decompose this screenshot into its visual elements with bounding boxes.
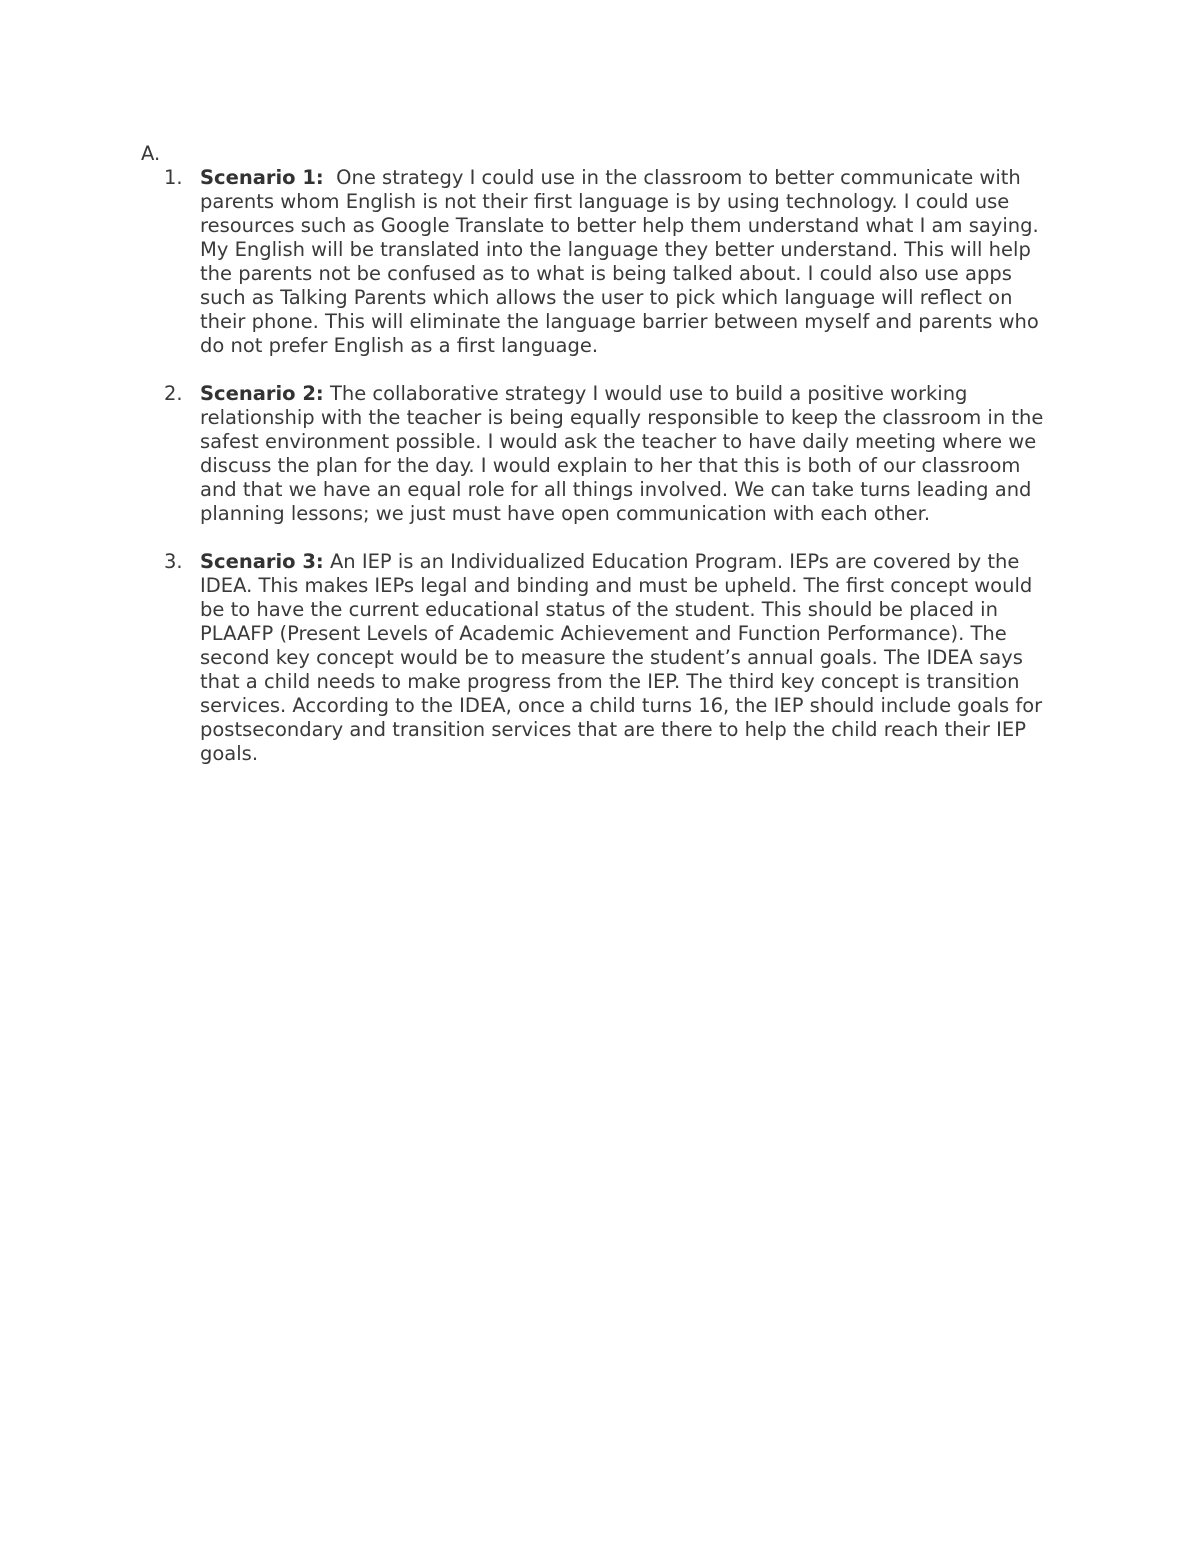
- scenario-title: Scenario 3:: [200, 550, 324, 573]
- scenario-item-2: [141, 382, 1060, 526]
- scenario-title: Scenario 1:: [200, 166, 324, 189]
- scenario-text: One strategy I could use in the classroom to better communicate with parents whom English is not their first language is by using technology. I could use resources such as Google Translate to better help them understand what I am saying. My English will be translated into the language they better understand. This will help the parents not be confused as to what is being talked about. I could also use apps such as Talking Parents which allows the user to pick which language will reflect on their phone. This will eliminate the language barrier between myself and parents who do not prefer English as a first language.: [200, 166, 1039, 357]
- scenario-item-3: [141, 550, 1060, 766]
- list-number: 2.: [164, 382, 183, 405]
- scenario-text: The collaborative strategy I would use to build a positive working relationship with the teacher is being equally responsible to keep the classroom in the safest environment possible. I would ask the teacher to have daily meeting where we discuss the plan for the day. I would explain to her that this is both of our classroom and that we have an equal role for all things involved. We can take turns leading and planning lessons; we just must have open communication with each other.: [200, 382, 1044, 525]
- scenario-item-1: [141, 166, 1060, 358]
- scenario-title: Scenario 2:: [200, 382, 324, 405]
- list-number: 3.: [164, 550, 183, 573]
- list-number: 1.: [164, 166, 183, 189]
- scenario-list: [141, 166, 1061, 766]
- scenario-text: An IEP is an Individualized Education Program. IEPs are covered by the IDEA. This makes IEPs legal and binding and must be upheld. The first concept would be to have the current educational status of the student. This should be placed in PLAAFP (Present Levels of Academic Achievement and Function Performance). The second key concept would be to measure the student’s annual goals. The IDEA says that a child needs to make progress from the IEP. The third key concept is transition services. According to the IDEA, once a child turns 16, the IEP should include goals for postsecondary and transition services that are there to help the child reach their IEP goals.: [200, 550, 1043, 765]
- document-body: [141, 142, 1061, 790]
- section-label: A.: [141, 142, 161, 165]
